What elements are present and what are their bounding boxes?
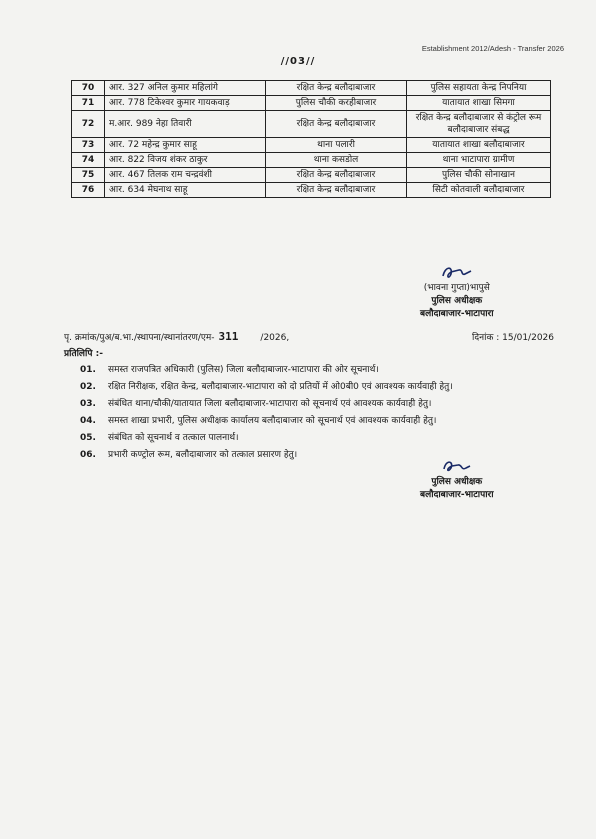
table-row [72,96,551,111]
current-posting-cell: रक्षित केन्द्र बलौदाबाजार [266,81,407,96]
table-row [72,153,551,168]
table-row [72,138,551,153]
list-item-text: समस्त शाखा प्रभारी, पुलिस अधीक्षक कार्यालय बलौदाबाजार को सूचनार्थ एवं आवश्यक कार्यवाही हेतु। [108,416,437,426]
transfer-table [71,80,551,198]
current-posting-cell: रक्षित केन्द्र बलौदाबाजार [266,111,407,138]
signatory-designation: पुलिस अधीक्षक [431,477,483,487]
list-item [80,396,560,413]
serial-number-cell: 74 [72,153,105,168]
signatory-district: बलौदाबाजार-भाटापारा [420,490,494,500]
signatory-designation: पुलिस अधीक्षक [431,296,483,306]
serial-number-cell: 75 [72,168,105,183]
table-row [72,168,551,183]
serial-number-cell: 76 [72,183,105,198]
order-year: /2026, [260,333,290,343]
signatory-district: बलौदाबाजार-भाटापारा [420,309,494,319]
table-row [72,111,551,138]
signature-block-2 [420,456,494,502]
handwritten-signature-icon [439,262,475,282]
list-item [80,379,560,396]
employee-name-cell: आर. 72 महेन्द्र कुमार साहू [105,138,266,153]
current-posting-cell: रक्षित केन्द्र बलौदाबाजार [266,168,407,183]
new-posting-cell: पुलिस चौकी सोनाखान [407,168,551,183]
new-posting-cell: यातायात शाखा बलौदाबाजार [407,138,551,153]
current-posting-cell: थाना पलारी [266,138,407,153]
new-posting-cell: सिटी कोतवाली बलौदाबाजार [407,183,551,198]
order-prefix: पृ. क्रमांक/पुअ/ब.भा./स्थापना/स्थानांतरण/एम- [64,333,215,343]
list-item-number: 06. [80,450,96,460]
new-posting-cell: यातायात शाखा सिमगा [407,96,551,111]
current-posting-cell: थाना कसडोल [266,153,407,168]
serial-number-cell: 70 [72,81,105,96]
employee-name-cell: आर. 634 मेघनाथ साहू [105,183,266,198]
new-posting-cell: रक्षित केन्द्र बलौदाबाजार से कंट्रोल रूम बलौदाबाजार संबद्ध [407,111,551,138]
order-date: दिनांक : 15/01/2026 [472,333,554,343]
employee-name-cell: आर. 467 तिलक राम चन्द्रवंशी [105,168,266,183]
serial-number-cell: 71 [72,96,105,111]
current-posting-cell: रक्षित केन्द्र बलौदाबाजार [266,183,407,198]
list-item-number: 02. [80,382,96,392]
table-row [72,81,551,96]
list-item-number: 05. [80,433,96,443]
list-item-text: संबंधित को सूचनार्थ व तत्काल पालनार्थ। [108,433,239,443]
employee-name-cell: आर. 822 विजय शंकर ठाकुर [105,153,266,168]
copy-to-heading: प्रतिलिपि :- [64,349,103,359]
list-item-text: प्रभारी कण्ट्रोल रूम, बलौदाबाजार को तत्काल प्रसारण हेतु। [108,450,298,460]
signatory-name: (भावना गुप्ता)भापुसे [423,283,490,293]
new-posting-cell: पुलिस सहायता केन्द्र निपनिया [407,81,551,96]
new-posting-cell: थाना भाटापारा ग्रामीण [407,153,551,168]
list-item-text: संबंधित थाना/चौकी/यातायात जिला बलौदाबाजार-भाटापारा को सूचनार्थ एवं आवश्यक कार्यवाही हेतु। [108,399,432,409]
list-item [80,362,560,379]
employee-name-cell: आर. 327 अनिल कुमार महिलांगे [105,81,266,96]
order-number: 311 [218,330,239,343]
list-item-text: रक्षित निरीक्षक, रक्षित केन्द्र, बलौदाबाजार-भाटापारा को दो प्रतियों में ओ0बी0 एवं आवश्यक कार्यवाही हेतु। [108,382,453,392]
list-item-number: 04. [80,416,96,426]
list-item [80,430,560,447]
copy-to-list [80,362,560,464]
serial-number-cell: 73 [72,138,105,153]
table-row [72,183,551,198]
employee-name-cell: म.आर. 989 नेहा तिवारी [105,111,266,138]
current-posting-cell: पुलिस चौकी करहीबाजार [266,96,407,111]
signature-block-1 [420,262,494,321]
page-number: //03// [280,56,316,67]
serial-number-cell: 72 [72,111,105,138]
establishment-reference: Establishment 2012/Adesh - Transfer 2026 [421,44,564,53]
handwritten-signature-icon [439,456,475,476]
employee-name-cell: आर. 778 टिकेश्वर कुमार गायकवाड़ [105,96,266,111]
list-item-text: समस्त राजपत्रित अधिकारी (पुलिस) जिला बलौदाबाजार-भाटापारा की ओर सूचनार्थ। [108,365,379,375]
list-item-number: 03. [80,399,96,409]
list-item [80,413,560,430]
list-item-number: 01. [80,365,96,375]
